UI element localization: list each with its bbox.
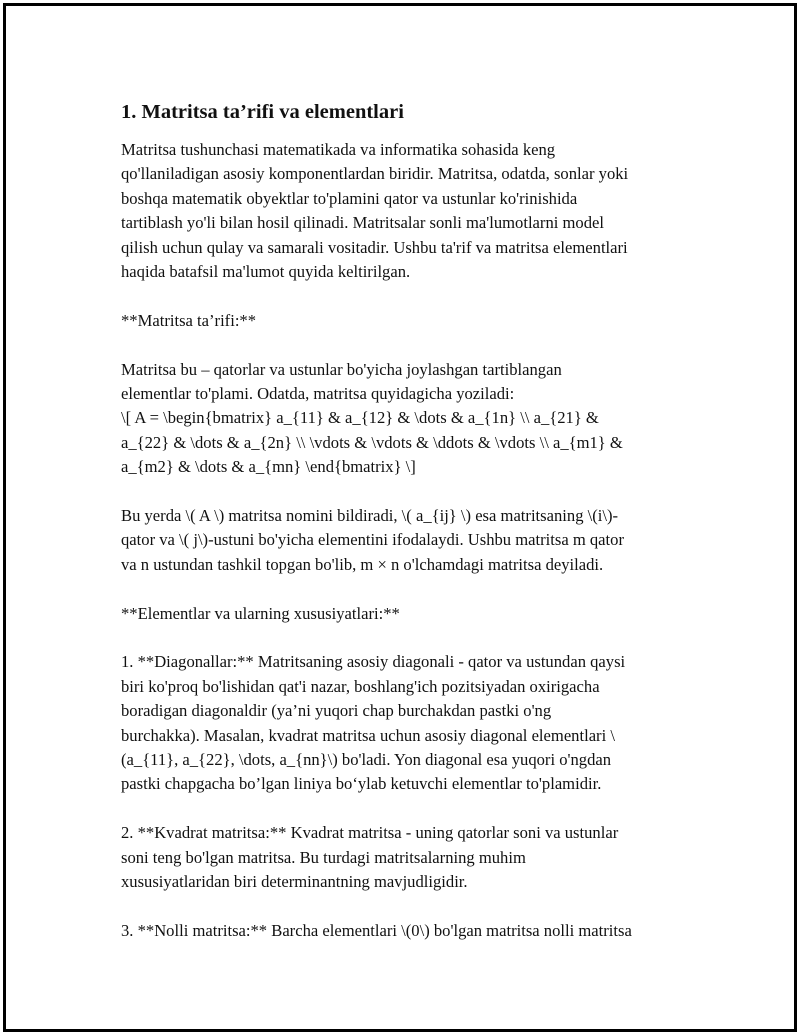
definition-paragraph (121, 358, 691, 480)
text-line: **Elementlar va ularning xususiyatlari:** (121, 603, 400, 623)
text-line: 2. **Kvadrat matritsa:** Kvadrat matritsa - uning qatorlar soni va ustunlar (121, 823, 619, 843)
page-frame (3, 3, 797, 1032)
text-line: xususiyatlaridan biri determinantning mavjudligidir. (121, 872, 468, 892)
document-body (121, 98, 691, 968)
text-line: Matritsa tushunchasi matematikada va informatika sohasida keng (121, 140, 556, 159)
list-item-diagonals (121, 650, 691, 796)
text-line: soni teng bo'lgan matritsa. Bu turdagi matritsalarning muhim (121, 847, 526, 867)
text-line: va n ustundan tashkil topgan bo'lib, m × n o'lchamdagi matritsa deyiladi. (121, 554, 604, 574)
text-line: Bu yerda \( A \) matritsa nomini bildiradi, \( a_{ij} \) esa matritsaning \(i\)- (121, 506, 619, 526)
list-item-square-matrix (121, 821, 691, 894)
formula-line: \[ A = \begin{bmatrix} a_{11} & a_{12} & \dots & a_{1n} \\ a_{21} & (121, 408, 599, 428)
text-line: boshqa matematik obyektlar to'plamini qator va ustunlar ko'rinishida (121, 188, 578, 208)
text-line: (a_{11}, a_{22}, \dots, a_{nn}\) bo'ladi. Yon diagonal esa yuqori o'ngdan (121, 750, 612, 770)
text-line: Matritsa bu – qatorlar va ustunlar bo'yicha joylashgan tartiblangan (121, 359, 562, 379)
text-line: pastki chapgacha bo’lgan liniya bo‘ylab ketuvchi elementlar to'plamidir. (121, 774, 602, 794)
text-line: elementlar to'plami. Odatda, matritsa quyidagicha yoziladi: (121, 384, 515, 404)
text-line: qator va \( j\)-ustuni bo'yicha elementini ifodalaydi. Ushbu matritsa m qator (121, 530, 624, 550)
text-line: qo'llaniladigan asosiy komponentlardan biridir. Matritsa, odatda, sonlar yoki (121, 164, 629, 184)
text-line: boradigan diagonaldir (ya’ni yuqori chap burchakdan pastki o'ng (121, 701, 552, 721)
notation-paragraph (121, 504, 691, 577)
text-line: tartiblash yo'li bilan hosil qilinadi. Matritsalar sonli ma'lumotlarni model (121, 213, 604, 233)
text-line: haqida batafsil ma'lumot quyida keltirilgan. (121, 262, 411, 282)
intro-paragraph (121, 138, 691, 284)
text-line: qilish uchun qulay va samarali vositadir. Ushbu ta'rif va matritsa elementlari (121, 237, 628, 257)
text-line: 3. **Nolli matritsa:** Barcha elementlari \(0\) bo'lgan matritsa nolli matritsa (121, 920, 632, 940)
list-item-zero-matrix (121, 919, 691, 943)
section-heading: 1. Matritsa ta’rifi va elementlari (121, 101, 404, 123)
text-line: burchakka). Masalan, kvadrat matritsa uchun asosiy diagonal elementlari \ (121, 725, 615, 745)
text-line: **Matritsa ta’rifi:** (121, 310, 257, 330)
formula-line: a_{22} & \dots & a_{2n} \\ \vdots & \vdots & \ddots & \vdots \\ a_{m1} & (121, 432, 623, 452)
text-line: biri ko'proq bo'lishidan qat'i nazar, boshlang'ich pozitsiyadan oxirigacha (121, 676, 600, 696)
definition-subheading (121, 309, 691, 333)
elements-subheading (121, 602, 691, 626)
formula-line: a_{m2} & \dots & a_{mn} \end{bmatrix} \] (121, 457, 416, 477)
text-line: 1. **Diagonallar:** Matritsaning asosiy diagonali - qator va ustundan qaysi (121, 652, 626, 672)
